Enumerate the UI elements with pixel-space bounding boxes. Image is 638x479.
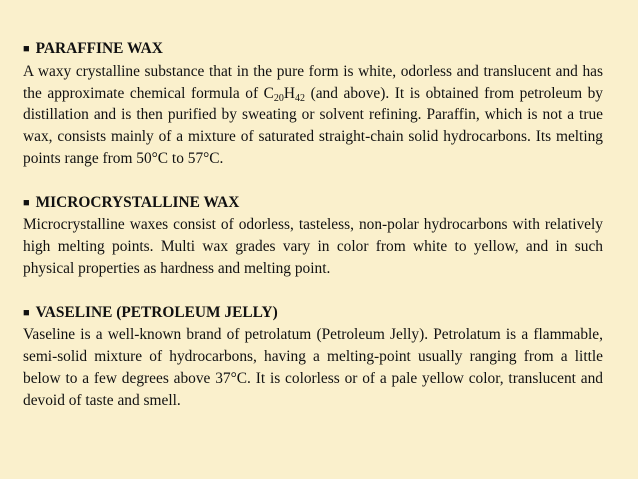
heading-text: VASELINE (PETROLEUM JELLY)	[35, 303, 278, 321]
slide-content	[23, 38, 603, 433]
section-microcrystalline-wax	[23, 192, 603, 280]
section-heading	[23, 38, 603, 61]
square-bullet-icon: ■	[23, 196, 30, 209]
square-bullet-icon: ■	[23, 306, 30, 319]
section-body: Microcrystalline waxes consist of odorless, tasteless, non-polar hydrocarbons with relatively high melting points. Multi wax grades vary in color from white to yellow, and in such physical properties as hardness and melting point.	[23, 216, 603, 277]
section-vaseline	[23, 302, 603, 412]
body-text-part1: A waxy crystalline substance that in the pure form is white, odorless and translucent and has the approximate chemical formula of C	[23, 62, 603, 102]
section-body: Vaseline is a well-known brand of petrolatum (Petroleum Jelly). Petrolatum is a flammable, semi-solid mixture of hydrocarbons, having a melting-point usually ranging from a little below to a few degrees above 37°C. It is colorless or of a pale yellow color, translucent and devoid of taste and smell.	[23, 326, 603, 409]
section-heading	[23, 302, 603, 325]
heading-text: PARAFFINE WAX	[35, 40, 163, 57]
section-body	[23, 61, 603, 170]
formula-hydrogen: H	[283, 84, 296, 102]
square-bullet-icon: ■	[23, 43, 30, 55]
body-text-part2: (and above). It is obtained from petroleum by distillation and is then purified by sweating or solvent refining. Paraffin, which is not a true wax, consists mainly of a mixture of saturated straight-chain solid hydrocarbons. Its melting points range from 50°C to 57°C.	[23, 84, 603, 167]
formula-subscript-hydrogen: 42	[295, 92, 306, 104]
section-heading	[23, 192, 603, 215]
formula-subscript-carbon: 20	[273, 92, 284, 104]
section-paraffine-wax	[23, 38, 603, 170]
heading-text: MICROCRYSTALLINE WAX	[35, 193, 240, 211]
